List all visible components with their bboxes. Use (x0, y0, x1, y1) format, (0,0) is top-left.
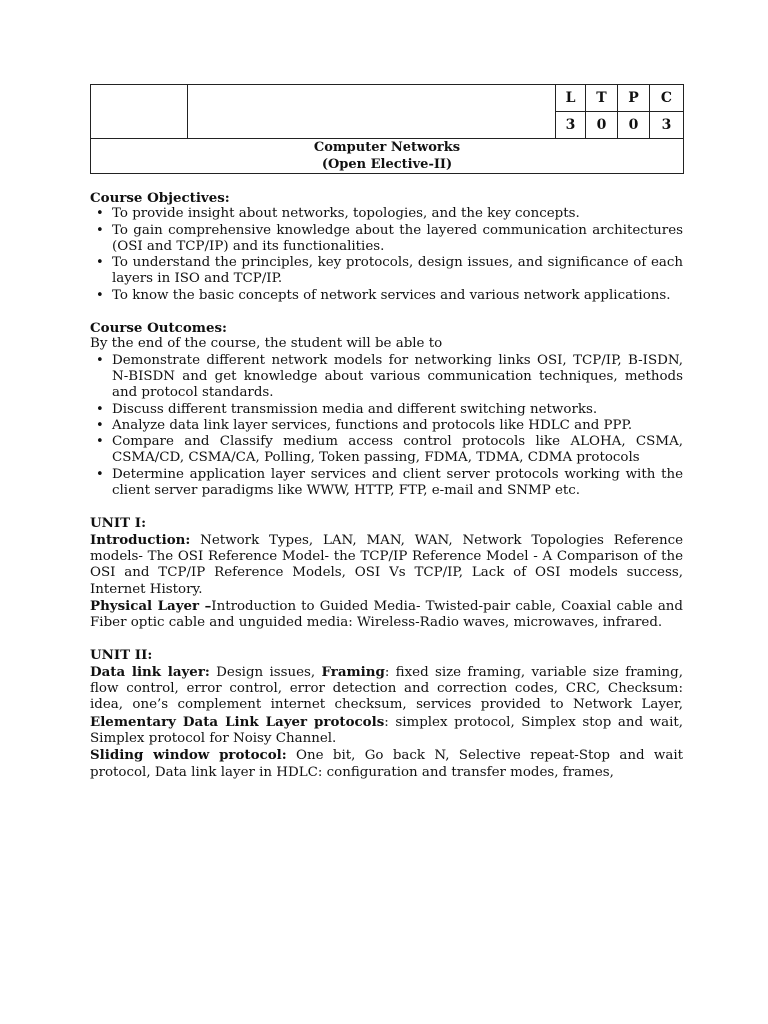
ltpc-value-c: 3 (650, 112, 684, 139)
ltpc-label-t: T (586, 85, 618, 112)
course-header-table (90, 84, 684, 174)
ltpc-label-p: P (618, 85, 650, 112)
outcome-item: • Compare and Classify medium access control protocols like ALOHA, CSMA, CSMA/CD, CSMA/CA, Polling, Token passing, FDMA, TDMA, CDMA protocols (90, 434, 683, 467)
outcomes-heading: Course Outcomes: (90, 320, 227, 337)
objectives-list (90, 206, 683, 304)
course-code-cell (91, 85, 188, 139)
unit2-sliding-window (90, 747, 683, 781)
ltpc-label-c: C (650, 85, 684, 112)
ltpc-value-p: 0 (618, 112, 650, 139)
objective-item: • To provide insight about networks, topologies, and the key concepts. (90, 206, 683, 222)
unit2-edll-label: Elementary Data Link Layer protocols (90, 713, 385, 730)
unit1-introduction (90, 532, 683, 598)
unit2-dll-label: Data link layer: (90, 663, 210, 680)
outcome-item: • Determine application layer services and client server protocols working with the client server paradigms like WWW, HTTP, FTP, e-mail and SNMP etc. (90, 467, 683, 500)
unit2-dll-text: : simplex protocol, Simplex stop and wait, Simplex protocol for Noisy Channel. (90, 714, 683, 746)
outcomes-list (90, 353, 683, 500)
unit1-heading: UNIT I: (90, 515, 147, 532)
ltpc-label-l: L (556, 85, 586, 112)
course-name-cell (188, 85, 556, 139)
course-title-cell (91, 139, 684, 174)
syllabus-page (90, 84, 683, 781)
unit1-introduction-label: Introduction: (90, 531, 191, 548)
ltpc-value-l: 3 (556, 112, 586, 139)
course-title: Computer Networks (313, 140, 461, 155)
objective-item: • To understand the principles, key protocols, design issues, and significance of each layers in ISO and TCP/IP. (90, 255, 683, 288)
objectives-heading: Course Objectives: (90, 190, 230, 206)
unit1-physical-layer (90, 598, 683, 632)
outcomes-intro: By the end of the course, the student will be able to (90, 336, 443, 352)
objective-item: • To know the basic concepts of network services and various network applications. (90, 288, 683, 304)
unit1-physical-layer-label: Physical Layer – (90, 597, 212, 614)
outcome-item: • Demonstrate different network models for networking links OSI, TCP/IP, B-ISDN, N-BISDN and get knowledge about various communication techniques, methods and protocol standards. (90, 353, 683, 402)
syllabus-content (90, 190, 683, 781)
unit2-heading: UNIT II: (90, 647, 153, 664)
unit1-introduction-text: Network Types, LAN, MAN, WAN, Network Topologies Reference models- The OSI Reference Model- the TCP/IP Reference Model - A Comparison of the OSI and TCP/IP Reference Models, OSI Vs TCP/IP, Lack of OSI models success, Internet History. (90, 532, 683, 597)
outcome-item: • Discuss different transmission media and different switching networks. (90, 402, 683, 418)
ltpc-value-t: 0 (586, 112, 618, 139)
unit2-sliding-window-text: One bit, Go back N, Selective repeat-Stop and wait protocol, Data link layer in HDLC: configuration and transfer modes, frames, (90, 748, 683, 780)
unit2-sliding-window-label: Sliding window protocol: (90, 747, 287, 764)
unit2-dll-text: Design issues, (209, 664, 322, 680)
outcome-item: • Analyze data link layer services, functions and protocols like HDLC and PPP. (90, 418, 683, 434)
unit1-physical-layer-text: Introduction to Guided Media- Twisted-pair cable, Coaxial cable and Fiber optic cable and unguided media: Wireless-Radio waves, microwaves, infrared. (90, 598, 683, 631)
unit2-dll-text: : fixed size framing, variable size framing, flow control, error control, error detection and correction codes, CRC, Checksum: idea, one’s complement internet checksum, services provided to Network Layer, (90, 664, 684, 713)
unit2-framing-label: Framing (321, 663, 385, 680)
course-subtitle: (Open Elective-II) (321, 157, 453, 172)
unit2-data-link-layer (90, 664, 683, 747)
objective-item: • To gain comprehensive knowledge about the layered communication architectures (OSI and TCP/IP) and its functionalities. (90, 223, 683, 256)
